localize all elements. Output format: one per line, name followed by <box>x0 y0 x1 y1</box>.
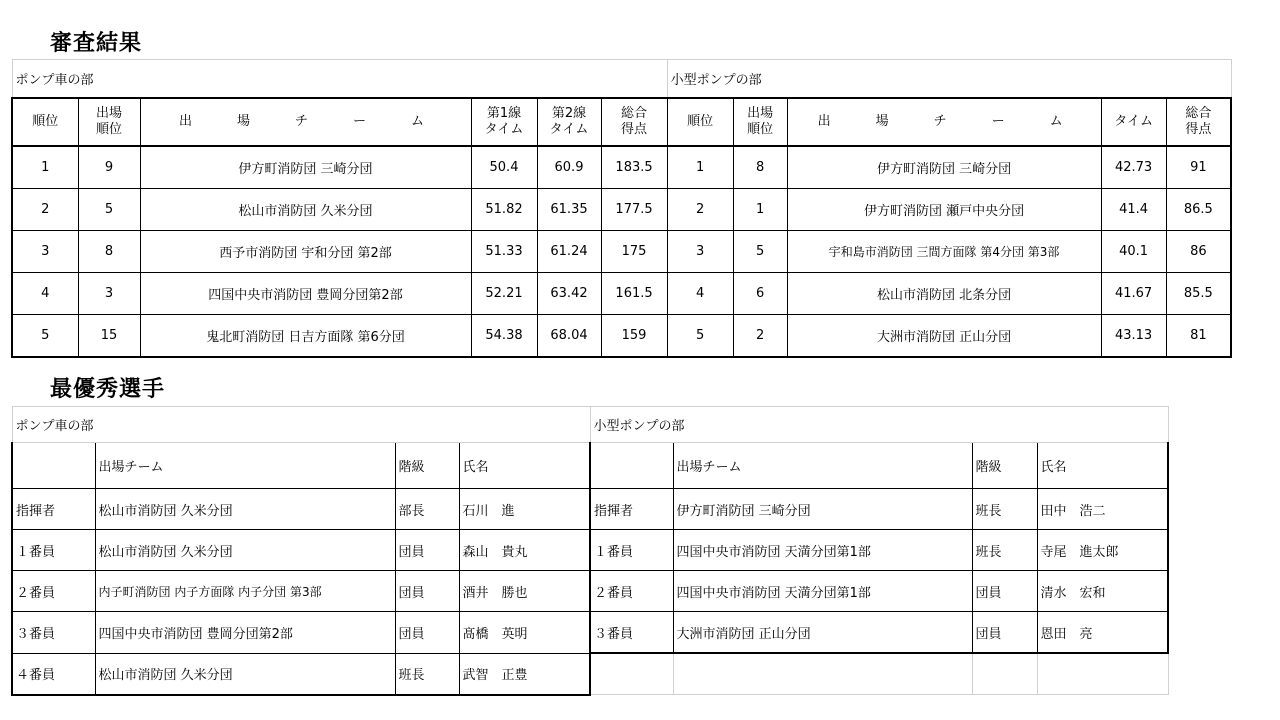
team-cell: 松山市消防団 北条分団 <box>787 273 1101 315</box>
role-cell: １番員 <box>12 530 95 571</box>
col-rank: 順位 <box>12 98 78 146</box>
name-cell: 髙橋 英明 <box>459 612 590 654</box>
role-cell: ３番員 <box>12 612 95 654</box>
team-cell: 四国中央市消防団 天満分団第1部 <box>673 571 972 612</box>
pump-car-caption: ポンプ車の部 <box>12 60 667 99</box>
table-row <box>12 231 1231 273</box>
team-cell: 伊方町消防団 三崎分団 <box>787 146 1101 189</box>
table-row <box>12 315 1231 358</box>
best-players-title: 最優秀選手 <box>50 377 166 402</box>
col-small-role <box>590 443 673 489</box>
name-cell: 森山 貴丸 <box>459 530 590 571</box>
team-cell: 内子町消防団 内子方面隊 内子分団 第3部 <box>95 571 395 612</box>
rank-cell: 4 <box>667 273 733 315</box>
grade-cell: 班長 <box>972 530 1037 571</box>
empty-cell <box>972 653 1037 695</box>
time2-cell: 61.35 <box>537 189 601 231</box>
order-cell: 9 <box>78 146 140 189</box>
team-cell: 伊方町消防団 三崎分団 <box>140 146 471 189</box>
team-cell: 大洲市消防団 正山分団 <box>787 315 1101 358</box>
score-cell: 161.5 <box>601 273 667 315</box>
team-cell: 宇和島市消防団 三間方面隊 第4分団 第3部 <box>787 231 1101 273</box>
best-header-row <box>12 443 1168 489</box>
name-cell: 酒井 勝也 <box>459 571 590 612</box>
time1-cell: 52.21 <box>471 273 537 315</box>
name-cell: 石川 進 <box>459 489 590 530</box>
team-cell: 松山市消防団 久米分団 <box>140 189 471 231</box>
order-cell: 6 <box>733 273 787 315</box>
empty-cell <box>1037 653 1168 695</box>
score-cell: 86.5 <box>1166 189 1231 231</box>
name-cell: 武智 正豊 <box>459 653 590 695</box>
table-row <box>12 612 1168 654</box>
team-cell: 松山市消防団 久米分団 <box>95 530 395 571</box>
team-cell: 西予市消防団 宇和分団 第2部 <box>140 231 471 273</box>
score-cell: 177.5 <box>601 189 667 231</box>
name-cell: 田中 浩二 <box>1037 489 1168 530</box>
score-cell: 86 <box>1166 231 1231 273</box>
order-cell: 2 <box>733 315 787 358</box>
table-row <box>12 653 1168 695</box>
rank-cell: 5 <box>12 315 78 358</box>
col-order: 出場 順位 <box>78 98 140 146</box>
time1-cell: 50.4 <box>471 146 537 189</box>
time2-cell: 63.42 <box>537 273 601 315</box>
rank-cell: 4 <box>12 273 78 315</box>
time2-cell: 68.04 <box>537 315 601 358</box>
order-cell: 8 <box>733 146 787 189</box>
team-cell: 大洲市消防団 正山分団 <box>673 612 972 654</box>
score-cell: 183.5 <box>601 146 667 189</box>
results-header-row <box>12 98 1231 146</box>
team-cell: 伊方町消防団 三崎分団 <box>673 489 972 530</box>
col-small-team: 出場チーム <box>673 443 972 489</box>
table-row <box>12 571 1168 612</box>
col-role <box>12 443 95 489</box>
order-cell: 8 <box>78 231 140 273</box>
col-small-order: 出場 順位 <box>733 98 787 146</box>
time1-cell: 51.82 <box>471 189 537 231</box>
role-cell: 指揮者 <box>12 489 95 530</box>
time-cell: 40.1 <box>1101 231 1166 273</box>
table-row <box>12 273 1231 315</box>
grade-cell: 団員 <box>395 612 459 654</box>
small-pump-caption: 小型ポンプの部 <box>667 60 1231 99</box>
rank-cell: 3 <box>12 231 78 273</box>
time1-cell: 51.33 <box>471 231 537 273</box>
role-cell: ３番員 <box>590 612 673 654</box>
time2-cell: 61.24 <box>537 231 601 273</box>
name-cell: 清水 宏和 <box>1037 571 1168 612</box>
score-cell: 91 <box>1166 146 1231 189</box>
rank-cell: 5 <box>667 315 733 358</box>
order-cell: 5 <box>733 231 787 273</box>
empty-cell <box>673 653 972 695</box>
role-cell: ２番員 <box>12 571 95 612</box>
team-cell: 松山市消防団 久米分団 <box>95 653 395 695</box>
team-cell: 四国中央市消防団 豊岡分団第2部 <box>95 612 395 654</box>
col-small-name: 氏名 <box>1037 443 1168 489</box>
name-cell: 寺尾 進太郎 <box>1037 530 1168 571</box>
grade-cell: 団員 <box>395 530 459 571</box>
time1-cell: 54.38 <box>471 315 537 358</box>
best-players-table <box>11 406 1169 696</box>
grade-cell: 団員 <box>395 571 459 612</box>
order-cell: 15 <box>78 315 140 358</box>
time-cell: 42.73 <box>1101 146 1166 189</box>
table-row <box>12 146 1231 189</box>
col-team: 出 場 チ ー ム <box>140 98 471 146</box>
results-table <box>11 59 1232 358</box>
rank-cell: 3 <box>667 231 733 273</box>
col-time2: 第2線 タイム <box>537 98 601 146</box>
score-cell: 159 <box>601 315 667 358</box>
order-cell: 3 <box>78 273 140 315</box>
grade-cell: 団員 <box>972 571 1037 612</box>
score-cell: 85.5 <box>1166 273 1231 315</box>
score-cell: 81 <box>1166 315 1231 358</box>
role-cell: ４番員 <box>12 653 95 695</box>
time-cell: 43.13 <box>1101 315 1166 358</box>
team-cell: 四国中央市消防団 豊岡分団第2部 <box>140 273 471 315</box>
team-cell: 鬼北町消防団 日吉方面隊 第6分団 <box>140 315 471 358</box>
col-small-time: タイム <box>1101 98 1166 146</box>
time2-cell: 60.9 <box>537 146 601 189</box>
col-grade: 階級 <box>395 443 459 489</box>
empty-cell <box>590 653 673 695</box>
col-small-rank: 順位 <box>667 98 733 146</box>
rank-cell: 2 <box>667 189 733 231</box>
col-small-team: 出 場 チ ー ム <box>787 98 1101 146</box>
rank-cell: 1 <box>667 146 733 189</box>
team-cell: 松山市消防団 久米分団 <box>95 489 395 530</box>
table-row <box>12 189 1231 231</box>
col-time1: 第1線 タイム <box>471 98 537 146</box>
score-cell: 175 <box>601 231 667 273</box>
rank-cell: 2 <box>12 189 78 231</box>
time-cell: 41.67 <box>1101 273 1166 315</box>
grade-cell: 班長 <box>972 489 1037 530</box>
name-cell: 恩田 亮 <box>1037 612 1168 654</box>
col-small-grade: 階級 <box>972 443 1037 489</box>
order-cell: 5 <box>78 189 140 231</box>
col-team: 出場チーム <box>95 443 395 489</box>
table-row <box>12 489 1168 530</box>
time-cell: 41.4 <box>1101 189 1166 231</box>
role-cell: １番員 <box>590 530 673 571</box>
team-cell: 四国中央市消防団 天満分団第1部 <box>673 530 972 571</box>
col-total: 総合 得点 <box>601 98 667 146</box>
table-row <box>12 530 1168 571</box>
grade-cell: 班長 <box>395 653 459 695</box>
grade-cell: 団員 <box>972 612 1037 654</box>
results-title: 審査結果 <box>50 31 143 56</box>
col-small-total: 総合 得点 <box>1166 98 1231 146</box>
order-cell: 1 <box>733 189 787 231</box>
role-cell: ２番員 <box>590 571 673 612</box>
rank-cell: 1 <box>12 146 78 189</box>
col-name: 氏名 <box>459 443 590 489</box>
grade-cell: 部長 <box>395 489 459 530</box>
team-cell: 伊方町消防団 瀬戸中央分団 <box>787 189 1101 231</box>
role-cell: 指揮者 <box>590 489 673 530</box>
best-pump-car-caption: ポンプ車の部 <box>12 407 590 443</box>
best-small-pump-caption: 小型ポンプの部 <box>590 407 1168 443</box>
